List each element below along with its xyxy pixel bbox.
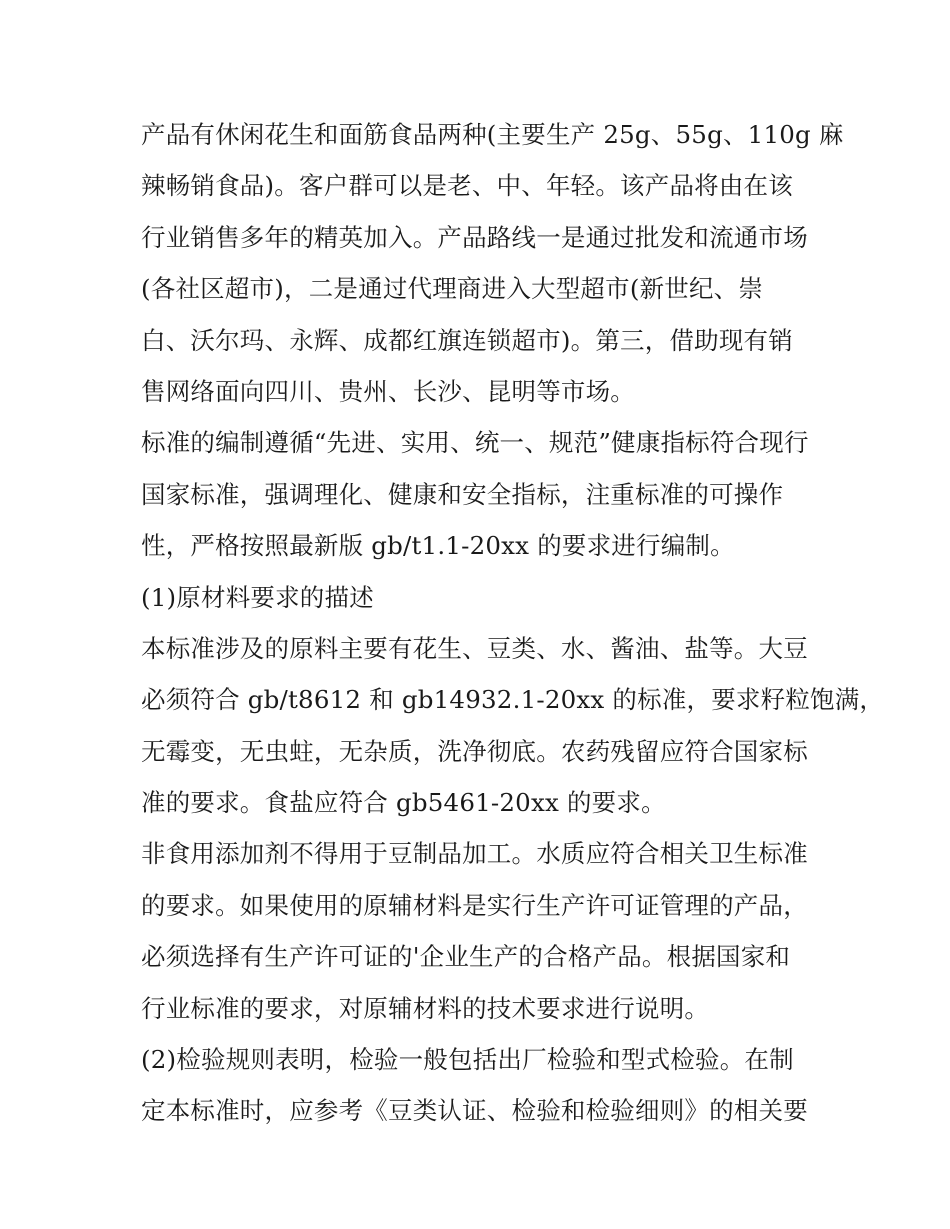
paragraph-line: 国家标准，强调理化、健康和安全指标，注重标准的可操作 — [141, 479, 784, 509]
paragraph-line: 辣畅销食品)。客户群可以是老、中、年轻。该产品将由在该 — [141, 171, 793, 201]
paragraph-line: 的要求。如果使用的原辅材料是实行生产许可证管理的产品， — [141, 890, 808, 920]
paragraph-line: 非食用添加剂不得用于豆制品加工。水质应符合相关卫生标准 — [141, 839, 808, 869]
paragraph-line: 售网络面向四川、贵州、长沙、昆明等市场。 — [141, 376, 635, 406]
paragraph-line: 无霉变，无虫蛀，无杂质，洗净彻底。农药残留应符合国家标 — [141, 736, 808, 766]
paragraph-line: (2)检验规则表明，检验一般包括出厂检验和型式检验。在制 — [141, 1045, 794, 1075]
paragraph-line: 标准的编制遵循“先进、实用、统一、规范”健康指标符合现行 — [141, 428, 809, 458]
paragraph-line: 本标准涉及的原料主要有花生、豆类、水、酱油、盐等。大豆 — [141, 633, 808, 663]
paragraph-line: 必须选择有生产许可证的'企业生产的合格产品。根据国家和 — [141, 942, 791, 972]
paragraph-line: 准的要求。食盐应符合 gb5461-20xx 的要求。 — [141, 788, 666, 818]
section-heading: (1)原材料要求的描述 — [141, 582, 374, 612]
paragraph-line: 白、沃尔玛、永辉、成都红旗连锁超市)。第三，借助现有销 — [141, 325, 793, 355]
paragraph-line: 产品有休闲花生和面筋食品两种(主要生产 25g、55g、110g 麻 — [141, 120, 844, 149]
paragraph-line: 定本标准时，应参考《豆类认证、检验和检验细则》的相关要 — [141, 1096, 808, 1126]
paragraph-line: 必须符合 gb/t8612 和 gb14932.1-20xx 的标准，要求籽粒饱满， — [141, 685, 885, 715]
paragraph-line: 行业标准的要求，对原辅材料的技术要求进行说明。 — [141, 993, 710, 1023]
paragraph-line: 性，严格按照最新版 gb/t1.1-20xx 的要求进行编制。 — [141, 531, 735, 561]
paragraph-line: (各社区超市)，二是通过代理商进入大型超市(新世纪、崇 — [141, 274, 764, 304]
document-body — [141, 109, 885, 1137]
paragraph-line: 行业销售多年的精英加入。产品路线一是通过批发和流通市场 — [141, 222, 808, 252]
